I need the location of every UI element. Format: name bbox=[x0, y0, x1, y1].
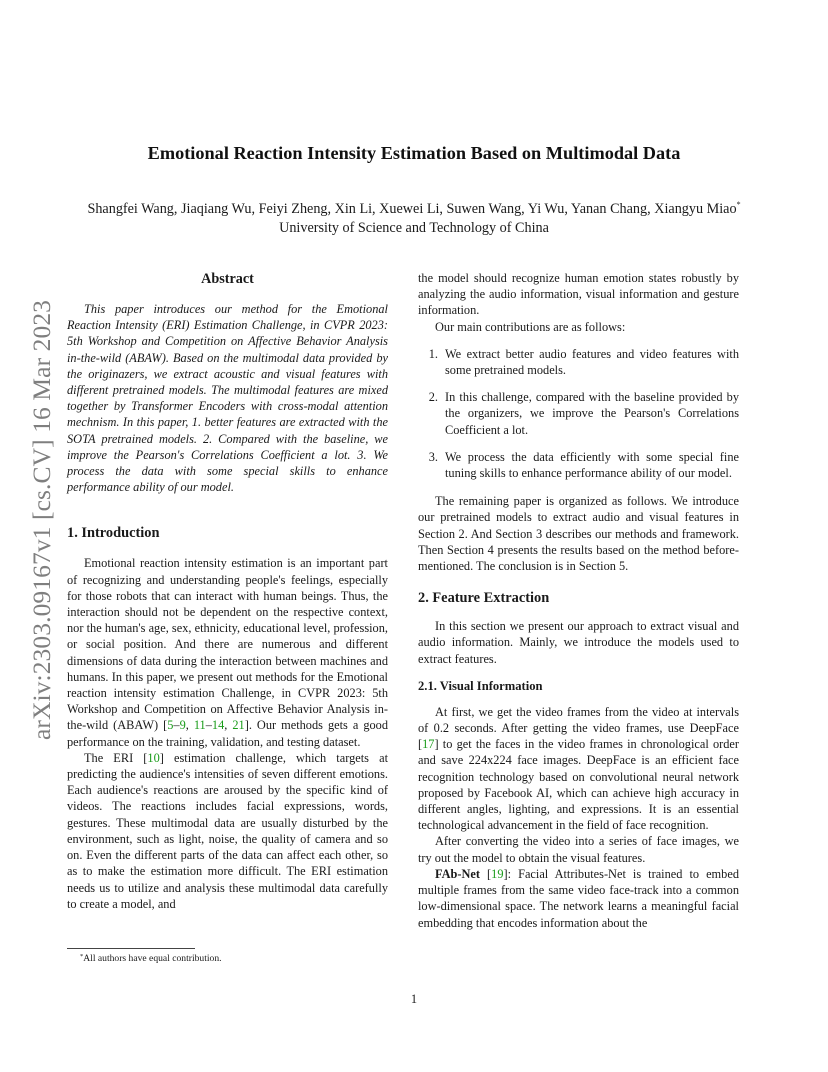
citation-link[interactable]: 17 bbox=[422, 737, 435, 752]
footnote bbox=[80, 953, 222, 964]
list-item-number: 2. bbox=[428, 390, 438, 405]
citation-link[interactable]: 5 bbox=[167, 718, 174, 733]
citation-link[interactable]: 19 bbox=[491, 866, 504, 881]
citation-dash: – bbox=[205, 718, 212, 733]
citation-link[interactable]: 9 bbox=[179, 718, 186, 733]
list-item-number: 1. bbox=[428, 346, 438, 361]
intro-p2-text-a: The ERI [ bbox=[84, 750, 148, 765]
author-footnote-mark: * bbox=[736, 200, 741, 209]
list-item-number: 3. bbox=[428, 449, 438, 464]
citation-dash: – bbox=[173, 718, 180, 733]
intro-paragraph-4: Our main contributions are as follows: bbox=[435, 319, 626, 334]
abstract-text: This paper introduces our method for the Emotional Reaction Intensity (ERI) Estimation Challenge, in CVPR 2023: 5th Workshop and Competition on Affective Behavior Analysis in-the-wild (ABAW). Based on the multimodal data provided by the originazers, we extract acoustic and visual features with different pretrained models. The multimodal features are mixed together by Transformer Encoders with cross-modal attention mechnism. In this paper, 1. better features are extracted with the SOTA pretrained models. 2. Compared with the baseline, we improve the Pearson's Correlations Coefficient a lot. 3. We process the data with some special skills to enhance performance ability of our model. bbox=[67, 302, 388, 495]
citation-sep: , bbox=[224, 718, 233, 733]
intro-paragraph-5: The remaining paper is organized as follows. We introduce our pretrained models to extract audio and visual features in Section 2. And Section 3 describes our methods and framework. Then Section 4 presents the results based on the method before-mentioned. The conclusion is in Section 5. bbox=[418, 494, 739, 574]
feature-paragraph-1: In this section we present our approach to extract visual and audio information. Mainly, we introduce the models used to extract features. bbox=[418, 619, 739, 666]
list-item-text: We extract better audio features and video features with some pretrained models. bbox=[445, 346, 739, 378]
citation-link[interactable]: 21 bbox=[232, 718, 245, 733]
author-list bbox=[0, 195, 828, 219]
feature-p4-text-a: [ bbox=[480, 866, 492, 881]
citation-link[interactable]: 10 bbox=[147, 750, 160, 765]
paper-title: Emotional Reaction Intensity Estimation Based on Multimodal Data bbox=[147, 143, 681, 163]
author-block bbox=[0, 195, 828, 238]
list-item bbox=[418, 449, 739, 481]
abstract-heading: Abstract bbox=[201, 271, 254, 287]
footnote-text: All authors have equal contribution. bbox=[83, 953, 222, 964]
fabnet-term: FAb-Net bbox=[435, 866, 481, 881]
footnote-divider bbox=[67, 948, 195, 949]
feature-paragraph-3: After converting the video into a series of face images, we try out the model to obtain the visual features. bbox=[418, 834, 739, 865]
list-item-text: In this challenge, compared with the baseline provided by the organizers, we improve the Pearson's Correlations Coefficient a lot. bbox=[445, 390, 739, 437]
list-item bbox=[418, 346, 739, 378]
intro-paragraph-1 bbox=[67, 555, 388, 749]
footnote-mark: * bbox=[80, 953, 84, 960]
subsection-heading-visual: 2.1. Visual Information bbox=[418, 678, 543, 693]
arxiv-stamp-text: arXiv:2303.09167v1 [cs.CV] 16 Mar 2023 bbox=[27, 299, 57, 741]
page-number: 1 bbox=[410, 992, 418, 1006]
intro-paragraph-2 bbox=[67, 750, 388, 912]
intro-paragraph-3: the model should recognize human emotion states robustly by analyzing the audio information, visual information and gesture information. bbox=[418, 271, 739, 318]
arxiv-stamp bbox=[22, 284, 62, 756]
feature-paragraph-2 bbox=[418, 704, 739, 834]
list-item bbox=[418, 389, 739, 438]
author-names: Shangfei Wang, Jiaqiang Wu, Feiyi Zheng, Xin Li, Xuewei Li, Suwen Wang, Yi Wu, Yanan Chang, Xiangyu Miao bbox=[87, 201, 737, 217]
citation-link[interactable]: 14 bbox=[211, 718, 225, 733]
affiliation: University of Science and Technology of China bbox=[279, 220, 549, 236]
feature-paragraph-4 bbox=[418, 866, 739, 931]
feature-p2-text-a: At first, we get the video frames from the video at intervals of 0.2 seconds. After getting the video frames, use DeepFace [ bbox=[418, 704, 739, 752]
left-column bbox=[67, 270, 388, 912]
intro-p1-text-a: Emotional reaction intensity estimation is an important part of recognizing and understanding people's feelings, especially for those robots that can interact with human beings. Thus, the interaction should not be dependent on the respective context, nor the human's age, sex, ethnicity, educational level, profession, or social position. And there are numerous and different dimensions of data during the interaction between machines and humans. In this paper, we present out methods for the Emotional reaction intensity estimation Challenge, in CVPR 2023: 5th Workshop and Competition on Affective Behavior Analysis in-the-wild (ABAW) [ bbox=[67, 556, 388, 733]
citation-sep: , bbox=[185, 718, 194, 733]
section-heading-introduction: 1. Introduction bbox=[67, 525, 160, 542]
feature-p4-text-b: ]: Facial Attributes-Net is trained to embed multiple frames from the same video face-track into a common low-dimensional space. The network learns a meaningful facial embedding that encodes information about the bbox=[418, 866, 739, 930]
right-column bbox=[418, 270, 739, 931]
list-item-text: We process the data efficiently with some special fine tuning skills to enhance performance ability of our model. bbox=[445, 449, 739, 481]
citation-link[interactable]: 11 bbox=[193, 718, 206, 733]
contributions-list bbox=[418, 346, 739, 481]
intro-p2-text-b: ] estimation challenge, which targets at predicting the audience's intensities of seven different emotions. Each audience's reactions are aroused by the specific kind of videos. The reactions includes facial expressions, words, gestures. These multimodal data are usually disturbed by the environment, such as light, noise, the quality of camera and so on. Even the different parts of the data can affect each other, so as to make the estimation more difficult. The ERI estimation needs us to utilize and analysis these multimodal data carefully to create a model, and bbox=[67, 750, 388, 911]
intro-p1-text-b: ]. Our methods gets a good performance on the training, validation, and testing dataset. bbox=[67, 718, 389, 749]
section-heading-feature-extraction: 2. Feature Extraction bbox=[418, 590, 550, 607]
feature-p2-text-b: ] to get the faces in the video frames in chronological order and save 224x224 face images. DeepFace is an efficient face recognition technology based on convolutional neural network proposed by Facebook AI, which can achieve high accuracy in different angles, lighting, and expressions. It is an essential technological advancement in the field of face recognition. bbox=[418, 737, 739, 833]
